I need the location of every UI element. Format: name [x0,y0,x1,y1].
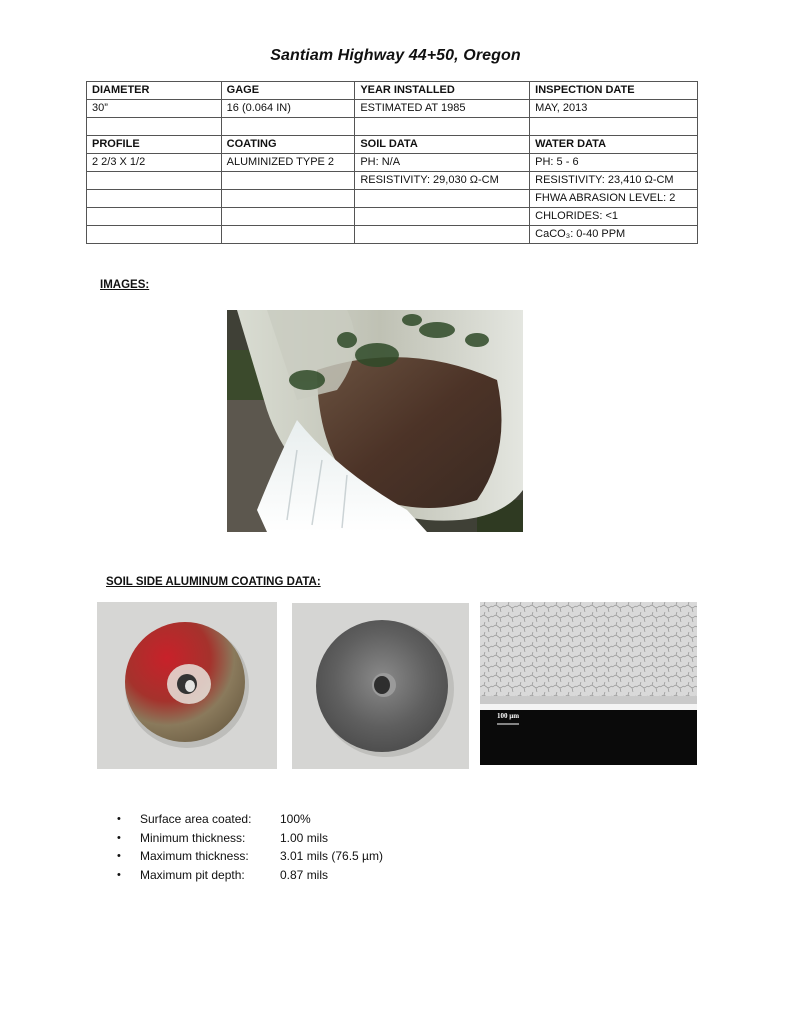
table-cell: 16 (0.064 IN) [221,100,355,118]
page-title: Santiam Highway 44+50, Oregon [270,47,521,64]
list-item-value: 100% [280,812,311,826]
table-header-row [87,82,698,100]
list-item-value: 3.01 mils (76.5 µm) [280,849,383,863]
table-row [87,172,698,190]
table-cell: PH: N/A [355,154,530,172]
table-cell: MAY, 2013 [530,100,698,118]
list-item-label: Maximum pit depth: [140,867,245,882]
coating-data-heading: SOIL SIDE ALUMINUM COATING DATA: [106,576,321,588]
table-cell [221,118,355,136]
table-cell [87,208,222,226]
micrograph-image [480,602,697,765]
table-cell [530,118,698,136]
table-cell [221,172,355,190]
table-cell [87,172,222,190]
culvert-outlet-photo [227,310,523,532]
coupon-photo-back [292,603,469,769]
table-row [87,154,698,172]
table-row [87,226,698,244]
table-cell: CaCO₃: 0-40 PPM [530,226,698,244]
table-cell [355,208,530,226]
table-cell: RESISTIVITY: 29,030 Ω-CM [355,172,530,190]
table-cell [221,226,355,244]
table-row [87,118,698,136]
list-item-label: Minimum thickness: [140,830,246,845]
table-row [87,100,698,118]
table-row [87,190,698,208]
table-header-cell: SOIL DATA [355,136,530,154]
images-heading: IMAGES: [100,279,150,291]
list-item-value: 1.00 mils [280,830,329,845]
table-cell: FHWA ABRASION LEVEL: 2 [530,190,698,208]
table-cell: CHLORIDES: <1 [530,208,698,226]
table-cell: ESTIMATED AT 1985 [355,100,530,118]
table-header-cell: GAGE [221,82,355,100]
list-item-label: Maximum thickness: [140,849,249,863]
table-header-cell: YEAR INSTALLED [355,82,530,100]
table-cell: RESISTIVITY: 23,410 Ω-CM [530,172,698,190]
table-cell [87,118,222,136]
table-cell [355,190,530,208]
table-header-cell: PROFILE [87,136,222,154]
table-row [87,208,698,226]
table-cell: ALUMINIZED TYPE 2 [221,154,355,172]
micrograph-scale-label: 100 µm [497,712,520,720]
table-cell [87,226,222,244]
bullet-icon: • [117,831,121,844]
list-item-value: 0.87 mils [280,867,329,882]
table-cell [355,118,530,136]
list-item-label: Surface area coated: [140,812,252,826]
table-header-cell: DIAMETER [87,82,222,100]
table-cell [221,190,355,208]
table-cell: 2 2/3 X 1/2 [87,154,222,172]
bullet-icon: • [117,850,121,862]
table-cell [355,226,530,244]
inspection-data-table [86,81,698,244]
table-cell [87,190,222,208]
table-header-cell: COATING [221,136,355,154]
table-header-cell: WATER DATA [530,136,698,154]
table-cell: PH: 5 - 6 [530,154,698,172]
table-cell: 30” [87,100,222,118]
table-header-cell: INSPECTION DATE [530,82,698,100]
table-header-row [87,136,698,154]
bullet-icon: • [117,868,121,881]
table-cell [221,208,355,226]
coupon-photo-front [97,602,277,769]
bullet-icon: • [117,813,121,825]
